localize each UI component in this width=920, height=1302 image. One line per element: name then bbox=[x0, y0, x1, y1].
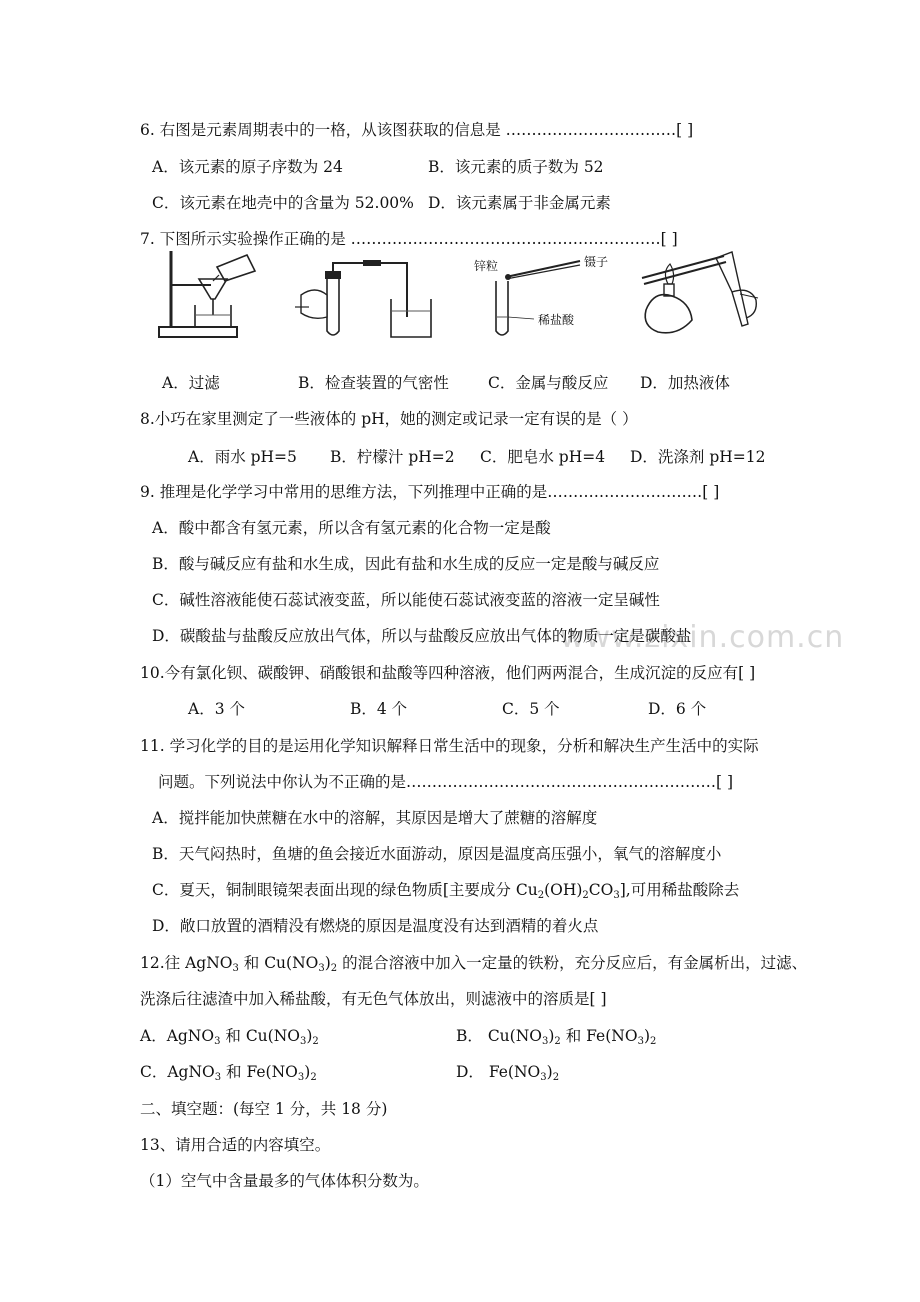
q7-option-c: C．金属与酸反应 bbox=[488, 374, 609, 392]
q10-option-a: A．3 个 bbox=[188, 700, 245, 718]
q8-option-d: D．洗涤剂 pH=12 bbox=[630, 448, 766, 466]
filtration-drawing bbox=[155, 245, 265, 345]
label-dilute-hcl: 稀盐酸 bbox=[538, 313, 575, 327]
q13-part1: （1）空气中含量最多的气体体积分数为。 bbox=[140, 1172, 429, 1190]
section2-title: 二、填空题：(每空 1 分，共 18 分) bbox=[140, 1100, 388, 1118]
q12-option-b: B． $Cu(NO_3)_2$ 和 $Fe(NO_3)_2$ bbox=[456, 1027, 657, 1047]
figure-filtration bbox=[155, 245, 265, 345]
q7-option-d: D．加热液体 bbox=[640, 374, 730, 392]
q10-option-b: B．4 个 bbox=[350, 700, 408, 718]
q10-option-d: D．6 个 bbox=[648, 700, 707, 718]
q10-stem: 10.今有氯化钡、碳酸钾、硝酸银和盐酸等四种溶液，他们两两混合，生成沉淀的反应有[ ] bbox=[140, 664, 756, 682]
q8-stem: 8.小巧在家里测定了一些液体的 pH，她的测定或记录一定有误的是（ ） bbox=[140, 410, 638, 428]
q11-stem-line1: 11. 学习化学的目的是运用化学知识解释日常生活中的现象，分析和解决生产生活中的实际 bbox=[140, 737, 759, 755]
q8-option-c: C．肥皂水 pH=4 bbox=[480, 448, 606, 466]
q6-option-b: B．该元素的质子数为 52 bbox=[428, 158, 604, 176]
q8-option-a: A．雨水 pH=5 bbox=[188, 448, 297, 466]
q11-stem-line2: 问题。下列说法中你认为不正确的是……………………………………………………[ ] bbox=[158, 773, 734, 791]
q9-option-d: D．碳酸盐与盐酸反应放出气体，所以与盐酸反应放出气体的物质一定是碳酸盐 bbox=[152, 627, 692, 645]
q13-stem: 13、请用合适的内容填空。 bbox=[140, 1136, 331, 1154]
q6-option-c: C．该元素在地壳中的含量为 52.00% bbox=[152, 194, 414, 212]
q10-option-c: C．5 个 bbox=[502, 700, 560, 718]
q8-option-b: B．柠檬汁 pH=2 bbox=[330, 448, 455, 466]
q6-stem: 6. 右图是元素周期表中的一格，从该图获取的信息是 ……………………………[ ] bbox=[140, 121, 694, 139]
q11-option-d: D．敞口放置的酒精没有燃烧的原因是温度没有达到酒精的着火点 bbox=[152, 917, 599, 935]
q9-stem: 9. 推理是化学学习中常用的思维方法，下列推理中正确的是…………………………[ ] bbox=[140, 483, 720, 501]
q9-option-c: C．碱性溶液能使石蕊试液变蓝，所以能使石蕊试液变蓝的溶液一定呈碱性 bbox=[152, 591, 660, 609]
label-zinc: 锌粒 bbox=[474, 259, 499, 273]
q9-option-a: A．酸中都含有氢元素，所以含有氢元素的化合物一定是酸 bbox=[152, 519, 551, 537]
q7-option-b: B．检查装置的气密性 bbox=[298, 374, 449, 392]
q12-stem-line1: 12.往 AgNO$_3$ 和 $Cu(NO_3)_2$ 的混合溶液中加入一定量的铁粉，充分反应后，有金属析出，过滤、 bbox=[140, 954, 808, 974]
label-tweezers: 镊子 bbox=[584, 255, 609, 269]
q11-option-b: B．天气闷热时，鱼塘的鱼会接近水面游动，原因是温度高压强小，氧气的溶解度小 bbox=[152, 845, 722, 863]
q11-option-a: A．搅拌能加快蔗糖在水中的溶解，其原因是增大了蔗糖的溶解度 bbox=[152, 809, 598, 827]
figure-airtightness bbox=[295, 255, 445, 345]
q12-option-c: C．AgNO$_3$ 和 $Fe(NO_3)_2$ bbox=[140, 1063, 317, 1083]
q7-option-a: A．过滤 bbox=[162, 374, 220, 392]
figure-heating-liquid bbox=[632, 248, 772, 343]
q12-option-a: A．AgNO$_3$ 和 $Cu(NO_3)_2$ bbox=[140, 1027, 319, 1047]
q12-stem-line2: 洗涤后往滤渣中加入稀盐酸，有无色气体放出，则滤液中的溶质是[ ] bbox=[140, 990, 607, 1008]
q11-option-c: C．夏天，铜制眼镜架表面出现的绿色物质[主要成分 $Cu_2(OH)_2CO_3$],可用稀盐酸除去 bbox=[152, 881, 740, 901]
q7-stem: 7. 下图所示实验操作正确的是 ……………………………………………………[ ] bbox=[140, 230, 678, 248]
watermark: www.zixin.com.cn bbox=[560, 620, 845, 655]
q6-option-d: D．该元素属于非金属元素 bbox=[428, 194, 611, 212]
heating-drawing bbox=[632, 248, 772, 343]
q6-option-a: A．该元素的原子序数为 24 bbox=[152, 158, 343, 176]
q9-option-b: B．酸与碱反应有盐和水生成，因此有盐和水生成的反应一定是酸与碱反应 bbox=[152, 555, 660, 573]
airtightness-drawing bbox=[295, 255, 445, 345]
q12-option-d: D． $Fe(NO_3)_2$ bbox=[456, 1063, 560, 1083]
